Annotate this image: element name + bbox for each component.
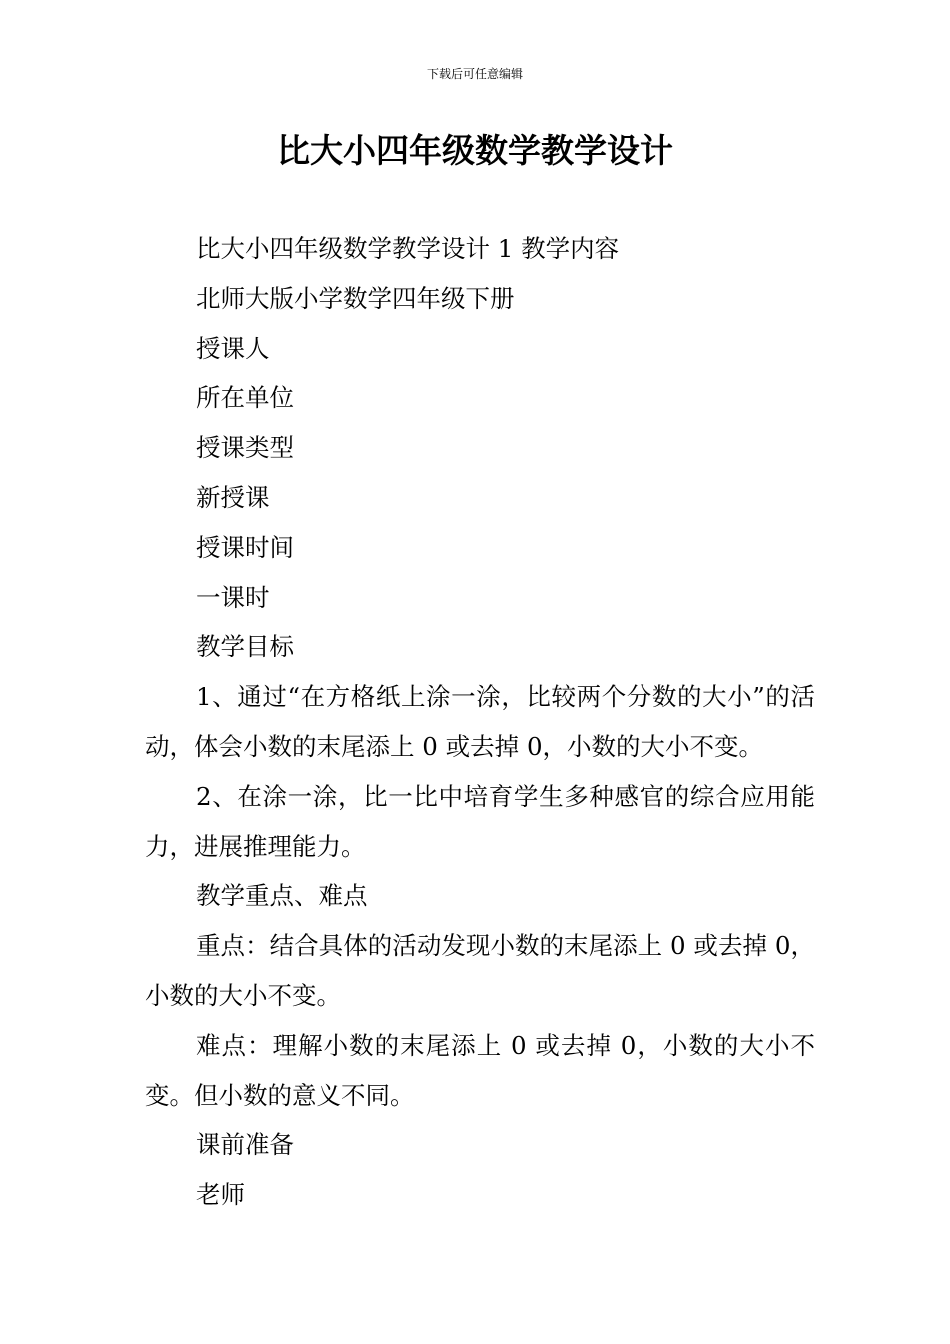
paragraph-preparation-heading: 课前准备 — [196, 1130, 294, 1160]
paragraph-unit-label: 所在单位 — [196, 383, 294, 413]
page-header-note: 下载后可任意编辑 — [426, 67, 523, 81]
paragraph-objective-1: 1、通过“在方格纸上涂一涂，比较两个分数的大小”的活动，体会小数的末尾添上 0 或去掉 0，小数的大小不变。 — [145, 682, 815, 761]
document-body — [145, 224, 815, 1220]
paragraph-content-heading: 比大小四年级数学教学设计 1 教学内容 — [196, 234, 620, 263]
paragraph-objectives-heading: 教学目标 — [196, 632, 294, 662]
paragraph-teacher-label: 授课人 — [196, 333, 270, 363]
paragraph-textbook: 北师大版小学数学四年级下册 — [196, 283, 515, 313]
paragraph-lesson-type-value: 新授课 — [196, 482, 270, 512]
paragraph-difficulty: 难点：理解小数的末尾添上 0 或去掉 0，小数的大小不变。但小数的意义不同。 — [145, 1030, 815, 1110]
paragraph-lesson-type-label: 授课类型 — [196, 433, 294, 463]
paragraph-objective-2: 2、在涂一涂，比一比中培育学生多种感官的综合应用能力，进展推理能力。 — [145, 781, 815, 861]
paragraph-teacher: 老师 — [196, 1180, 245, 1210]
document-title: 比大小四年级数学教学设计 — [277, 131, 673, 170]
paragraph-time-value: 一课时 — [196, 582, 270, 612]
paragraph-key-points-heading: 教学重点、难点 — [196, 881, 368, 911]
paragraph-time-label: 授课时间 — [196, 532, 294, 562]
paragraph-key-point: 重点：结合具体的活动发现小数的末尾添上 0 或去掉 0，小数的大小不变。 — [145, 931, 815, 1010]
